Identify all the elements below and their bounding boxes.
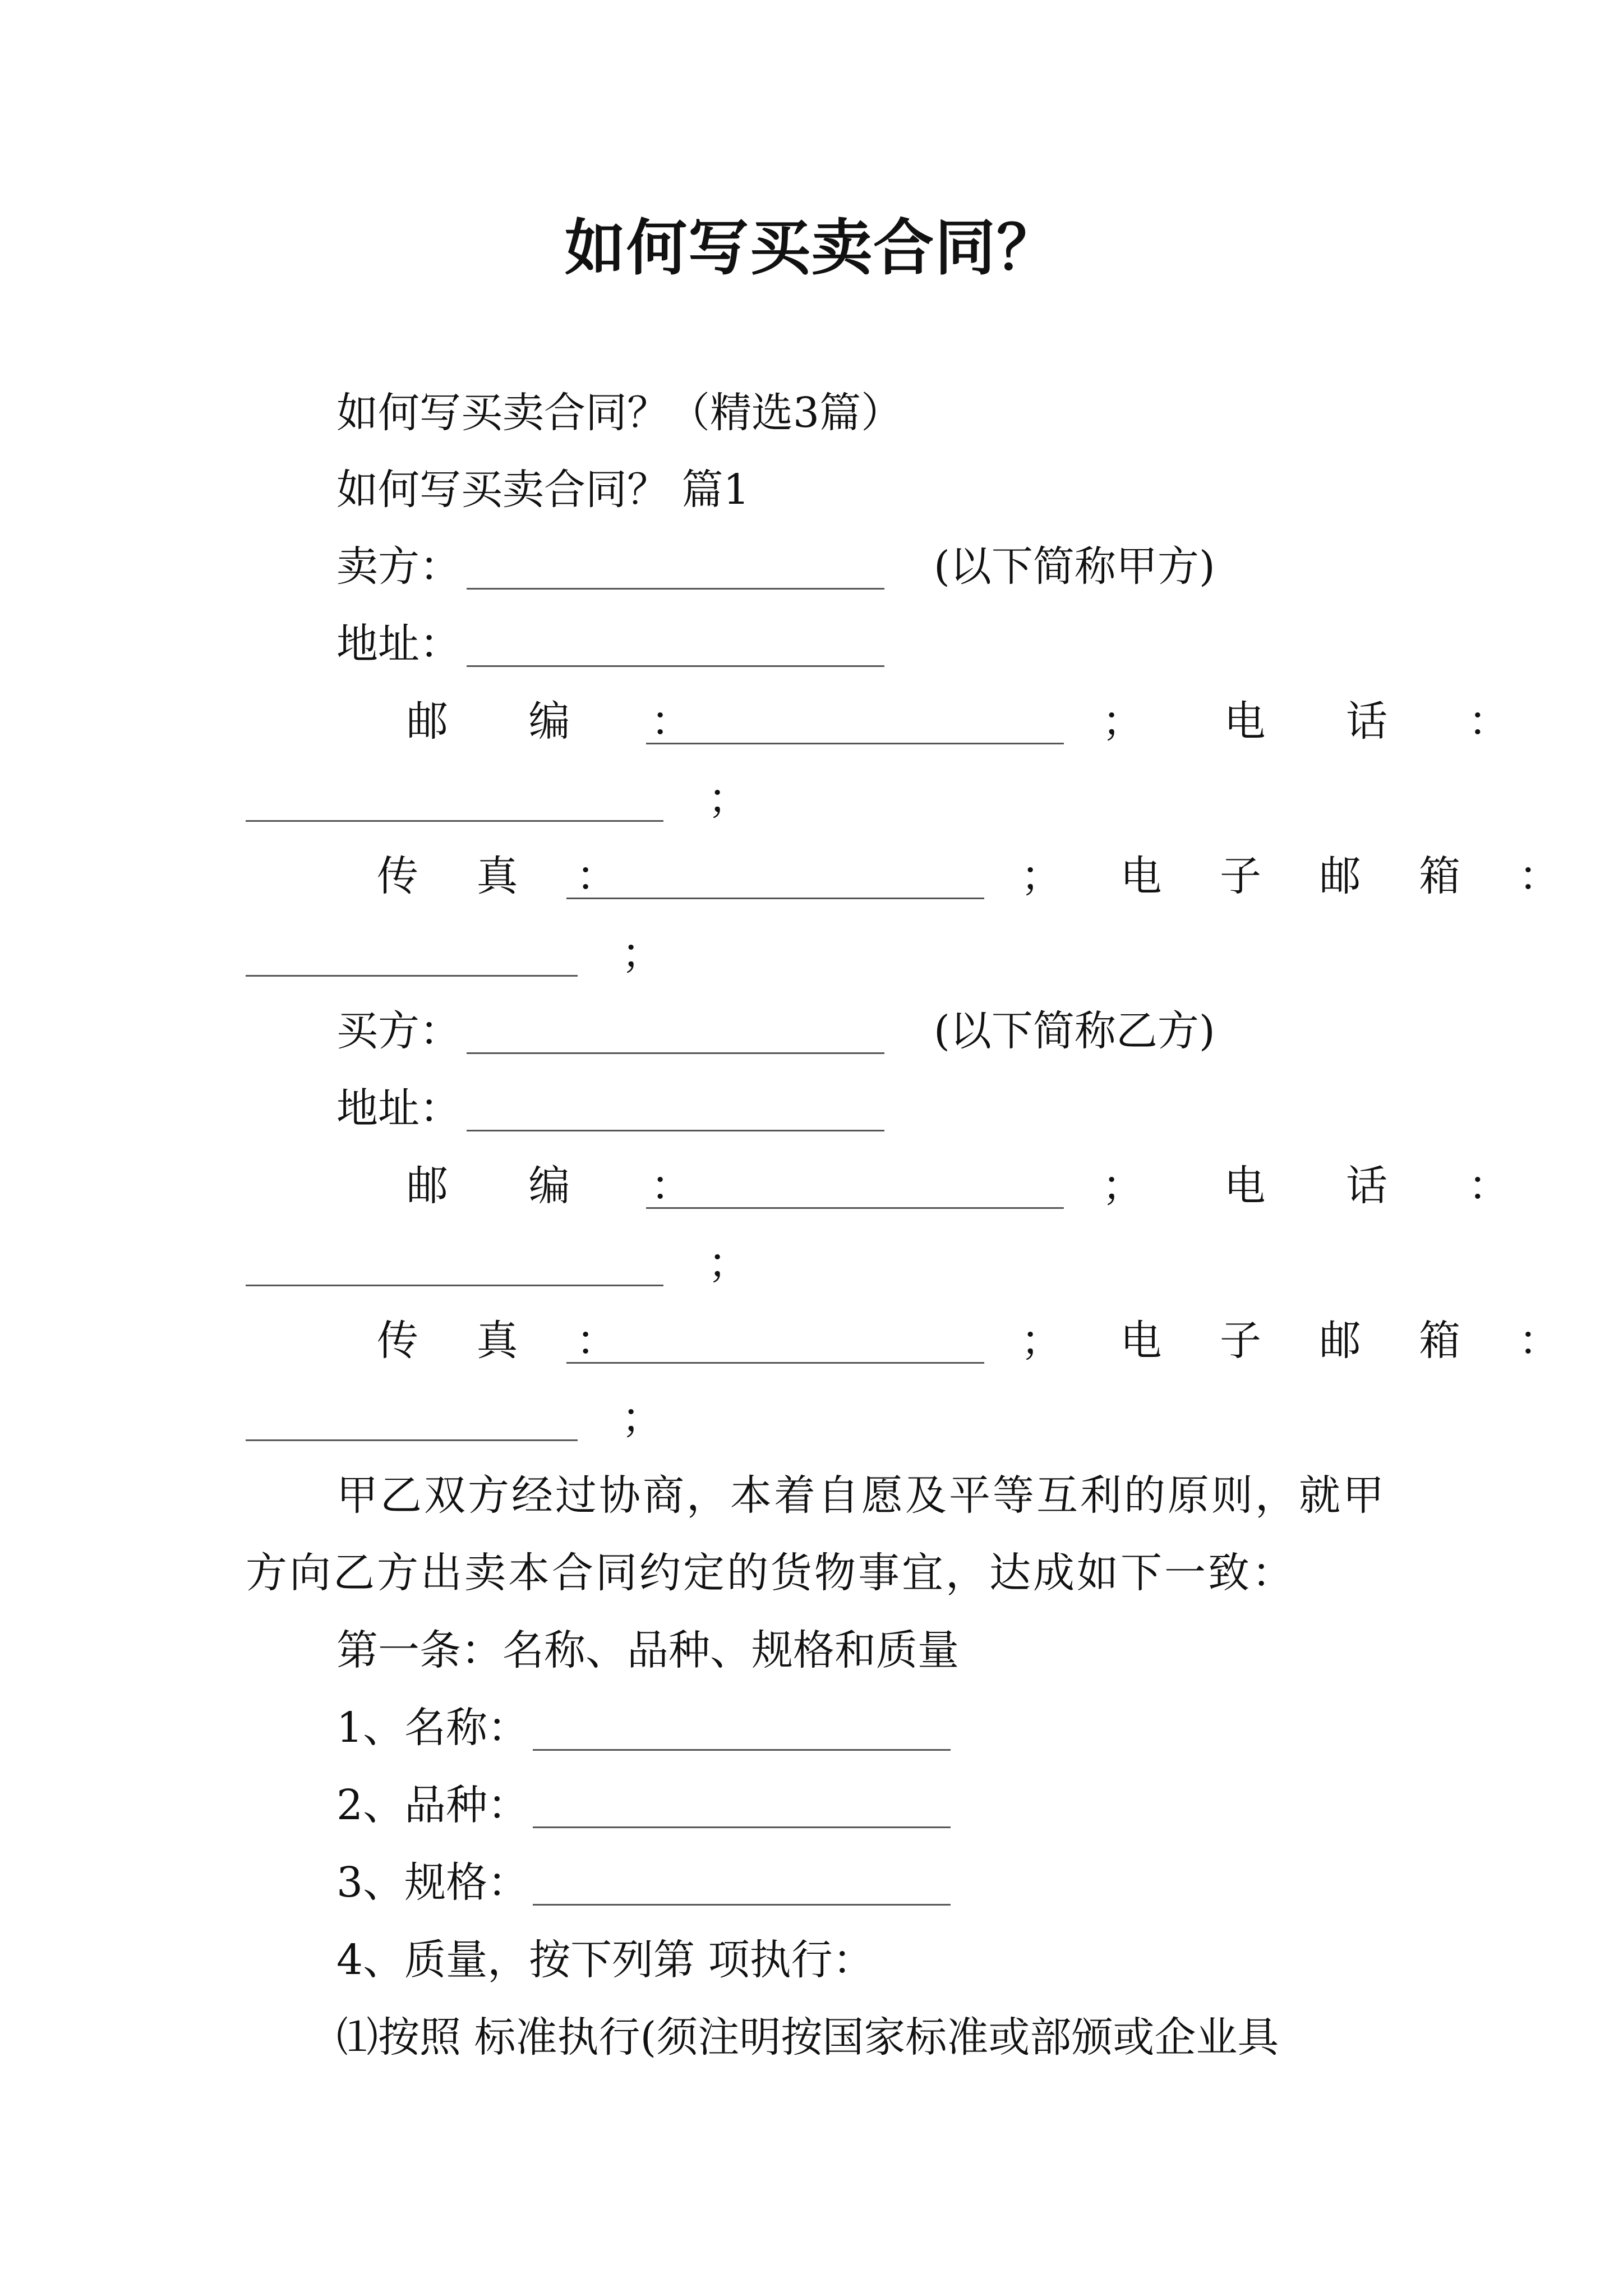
subtitle: 如何写买卖合同？（精选3篇） [336, 389, 903, 437]
seller-fax-blank[interactable] [566, 898, 984, 899]
seller-note: (以下简称甲方) [934, 542, 1215, 591]
item-4-1-text: ⑴按照 标准执行(须注明按国家标准或部颁或企业具 [336, 2013, 1279, 2062]
buyer-postcode-label: 邮 编 ： [407, 1162, 726, 1210]
buyer-email-semicolon: ； [621, 1394, 663, 1442]
buyer-label: 买方： [336, 1007, 461, 1055]
item-2-label: 2、品种： [336, 1781, 529, 1829]
seller-phone-label: ； 电 话 ： [1102, 697, 1543, 746]
seller-phone-blank[interactable] [246, 820, 663, 822]
buyer-email-label: ； 电 子 邮 箱 ： [1021, 1317, 1583, 1365]
buyer-phone-semicolon: ； [708, 1239, 749, 1287]
seller-fax-label: 传 真 ： [377, 852, 640, 900]
article-1-heading: 第一条：名称、品种、规格和质量 [336, 1626, 959, 1674]
seller-postcode-blank[interactable] [646, 743, 1064, 744]
item-2-blank[interactable] [533, 1826, 951, 1828]
buyer-fax-blank[interactable] [566, 1362, 984, 1364]
buyer-postcode-blank[interactable] [646, 1207, 1064, 1209]
buyer-name-blank[interactable] [467, 1052, 884, 1054]
item-3-blank[interactable] [533, 1904, 951, 1906]
seller-postcode-label: 邮 编 ： [407, 697, 726, 746]
item-3-label: 3、规格： [336, 1858, 529, 1907]
buyer-fax-label: 传 真 ： [377, 1317, 640, 1365]
seller-address-label: 地址： [336, 620, 461, 668]
buyer-address-label: 地址： [336, 1084, 461, 1133]
seller-email-label: ； 电 子 邮 箱 ： [1021, 852, 1583, 900]
buyer-phone-label: ； 电 话 ： [1102, 1162, 1543, 1210]
document-title: 如何写买卖合同？ [564, 213, 1058, 283]
intro-line-2: 方向乙方出卖本合同约定的货物事宜，达成如下一致： [246, 1549, 1295, 1597]
buyer-phone-blank[interactable] [246, 1285, 663, 1286]
item-1-blank[interactable] [533, 1749, 951, 1751]
intro-line-1: 甲乙双方经过协商，本着自愿及平等互利的原则，就甲 [336, 1471, 1386, 1520]
seller-label: 卖方： [336, 542, 461, 591]
seller-name-blank[interactable] [467, 588, 884, 590]
item-1-label: 1、名称： [336, 1704, 529, 1752]
seller-email-blank[interactable] [246, 975, 578, 977]
buyer-address-blank[interactable] [467, 1130, 884, 1131]
section-heading: 如何写买卖合同？ 篇1 [336, 466, 750, 514]
seller-email-semicolon: ； [621, 930, 663, 978]
seller-address-blank[interactable] [467, 665, 884, 667]
buyer-email-blank[interactable] [246, 1439, 578, 1441]
seller-phone-semicolon: ； [708, 775, 749, 823]
buyer-note: (以下简称乙方) [934, 1007, 1215, 1055]
item-4-label: 4、质量，按下列第 项执行： [336, 1936, 874, 1984]
